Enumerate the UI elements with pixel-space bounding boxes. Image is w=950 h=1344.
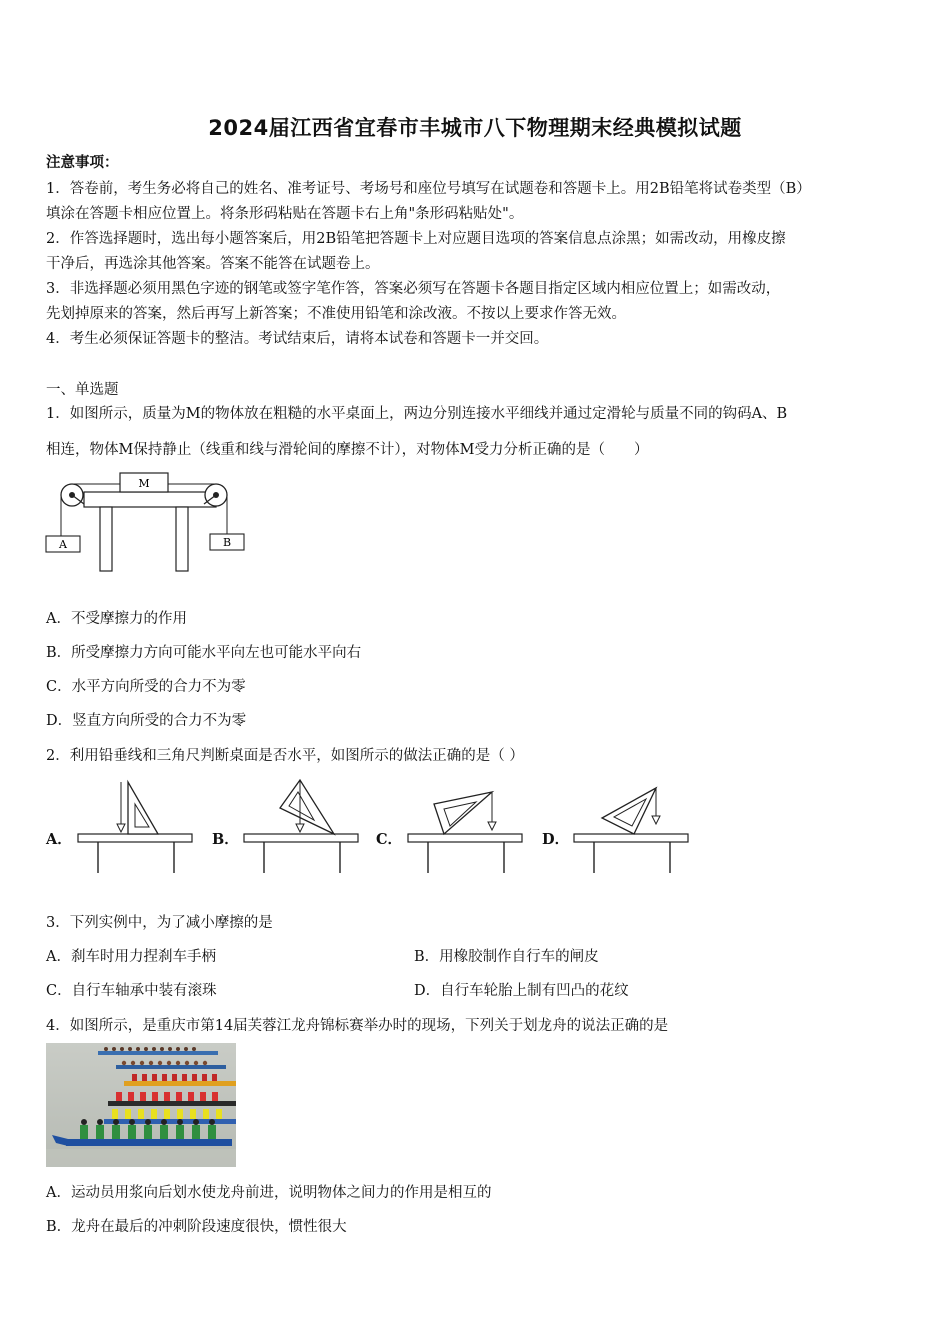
notice-line: 填涂在答题卡相应位置上。将条形码粘贴在答题卡右上角"条形码粘贴处"。: [46, 206, 524, 222]
q2-figure-d[interactable]: [572, 778, 692, 878]
q1-option-a[interactable]: A．不受摩擦力的作用: [46, 611, 187, 627]
notice-line: 3．非选择题必须用黑色字迹的钢笔或签字笔作答，答案必须写在答题卡各题目指定区域内相应位置上；如需改动，: [46, 281, 781, 297]
q2-figure-b[interactable]: [242, 778, 362, 878]
notice-heading: 注意事项：: [46, 154, 119, 171]
q4-option-a[interactable]: A．运动员用浆向后划水使龙舟前进，说明物体之间力的作用是相互的: [46, 1185, 492, 1201]
q2-figure-c[interactable]: [406, 778, 526, 878]
q1-option-d[interactable]: D．竖直方向所受的合力不为零: [46, 713, 247, 729]
block-m-label: M: [138, 477, 150, 490]
q4-stem: 4．如图所示，是重庆市第14届芙蓉江龙舟锦标赛举办时的现场，下列关于划龙舟的说法正确的是: [46, 1018, 669, 1034]
weight-a-label: A: [59, 538, 67, 551]
q2-option-c-label[interactable]: C．: [376, 831, 403, 848]
q1-pulley-figure: [44, 470, 254, 575]
notice-line: 先划掉原来的答案，然后再写上新答案；不准使用铅笔和涂改液。不按以上要求作答无效。: [46, 306, 626, 322]
q2-option-b-label[interactable]: B．: [212, 831, 239, 848]
q3-option-d[interactable]: D．自行车轮胎上制有凹凸的花纹: [414, 983, 629, 999]
notice-line: 2．作答选择题时，选出每小题答案后，用2B铅笔把答题卡上对应题目选项的答案信息点涂黑；如需改动，用橡皮擦: [46, 231, 786, 247]
page-title: 2024届江西省宜春市丰城市八下物理期末经典模拟试题: [208, 116, 742, 140]
q1-stem: 相连，物体M保持静止（线重和线与滑轮间的摩擦不计），对物体M受力分析正确的是（ ）: [46, 442, 649, 458]
q2-option-a-label[interactable]: A．: [46, 831, 72, 848]
q1-option-b[interactable]: B．所受摩擦力方向可能水平向左也可能水平向右: [46, 645, 362, 661]
q2-stem: 2．利用铅垂线和三角尺判断桌面是否水平，如图所示的做法正确的是（ ）: [46, 748, 524, 764]
q1-stem: 1．如图所示，质量为M的物体放在粗糙的水平桌面上，两边分别连接水平细线并通过定滑轮与质量不同的钩码A、B: [46, 406, 788, 422]
q3-option-c[interactable]: C．自行车轴承中装有滚珠: [46, 983, 217, 999]
notice-line: 干净后，再选涂其他答案。答案不能答在试题卷上。: [46, 256, 380, 272]
q2-option-d-label[interactable]: D．: [542, 831, 570, 848]
q3-option-b[interactable]: B．用橡胶制作自行车的闸皮: [414, 949, 599, 965]
q3-option-a[interactable]: A．刹车时用力捏刹车手柄: [46, 949, 216, 965]
notice-line: 4．考生必须保证答题卡的整洁。考试结束后，请将本试卷和答题卡一并交回。: [46, 331, 549, 347]
q4-option-b[interactable]: B．龙舟在最后的冲刺阶段速度很快，惯性很大: [46, 1219, 347, 1235]
weight-b-label: B: [222, 536, 232, 549]
q2-figure-a[interactable]: [76, 778, 196, 878]
section-heading: 一、单选题: [46, 382, 119, 398]
q3-stem: 3．下列实例中，为了减小摩擦的是: [46, 915, 273, 931]
notice-line: 1．答卷前，考生务必将自己的姓名、准考证号、考场号和座位号填写在试题卷和答题卡上。用2B铅笔将试卷类型（B）: [46, 181, 811, 197]
dragon-boat-photo: [46, 1043, 236, 1167]
q1-option-c[interactable]: C．水平方向所受的合力不为零: [46, 679, 246, 695]
